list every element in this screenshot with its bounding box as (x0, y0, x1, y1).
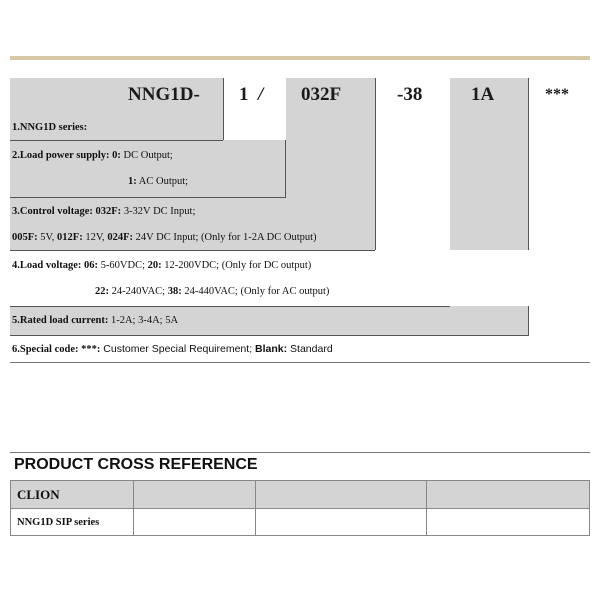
line-load-supply-1: 2.Load power supply: 0: DC Output; (12, 150, 173, 161)
cross-reference-divider (10, 452, 590, 453)
cross-reference-table (10, 480, 590, 536)
code-separator: / (258, 84, 264, 105)
line-load-voltage-2: 22: 24-240VAC; 38: 24-440VAC; (Only for AC output) (95, 286, 330, 297)
table-row (11, 509, 590, 536)
table-cell: NNG1D SIP series (11, 509, 134, 536)
top-divider (10, 56, 590, 60)
code-segment-load-supply: 1 (239, 84, 249, 105)
line-control-voltage-2: 005F: 5V, 012F: 12V, 024F: 24V DC Input; (Only for 1-2A DC Output) (12, 232, 317, 243)
code-segment-series: NNG1D- (128, 84, 200, 105)
code-segment-special: *** (545, 86, 569, 103)
table-cell (134, 509, 256, 536)
code-segment-rated-current: 1A (471, 84, 495, 105)
series-label: 1.NNG1D series: (12, 122, 88, 133)
header-cell: CLION (11, 481, 134, 509)
line-load-supply-2: 1: AC Output; (128, 176, 189, 187)
code-segment-load-voltage: -38 (397, 84, 423, 105)
line-special-code: 6.Special code: ***: Customer Special Requirement; Blank: Standard (12, 343, 333, 355)
line-series (12, 121, 87, 135)
table-cell (256, 509, 427, 536)
line-load-voltage-1: 4.Load voltage: 06: 5-60VDC; 20: 12-200VDC; (Only for DC output) (12, 260, 312, 271)
line-control-voltage-1: 3.Control voltage: 032F: 3-32V DC Input; (12, 206, 196, 217)
line-rated-current: 5.Rated load current: 1-2A; 3-4A; 5A (12, 315, 179, 326)
table-header-row (11, 481, 590, 509)
cross-reference-title: PRODUCT CROSS REFERENCE (14, 456, 258, 473)
table-cell (427, 509, 590, 536)
header-cell (134, 481, 256, 509)
header-cell (427, 481, 590, 509)
header-cell (256, 481, 427, 509)
code-segment-control-voltage: 032F (301, 84, 342, 105)
